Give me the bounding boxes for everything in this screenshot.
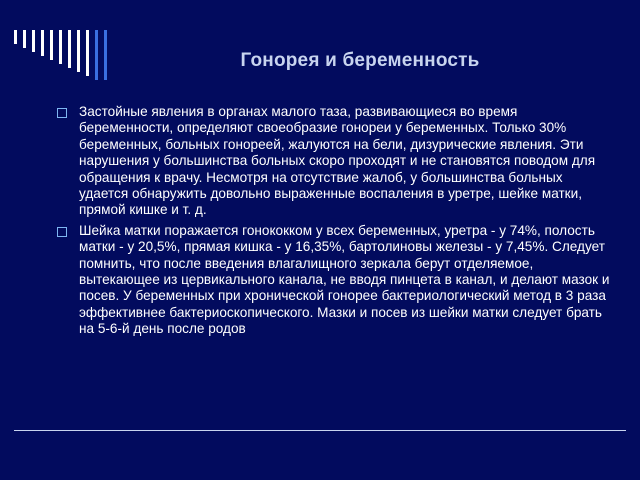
- square-bullet-icon: [57, 227, 67, 237]
- slide-title: Гонорея и беременность: [240, 50, 480, 71]
- stripe-decoration: [59, 30, 62, 64]
- bottom-divider: [14, 430, 626, 431]
- vertical-stripes-decoration: [14, 30, 114, 80]
- bullet-item: [54, 104, 614, 219]
- bullet-item: [54, 223, 614, 338]
- stripe-decoration: [86, 30, 89, 76]
- stripe-decoration: [14, 30, 17, 44]
- stripe-decoration: [77, 30, 80, 72]
- stripe-decoration: [41, 30, 44, 56]
- stripe-decoration: [50, 30, 53, 60]
- bullet-text: Шейка матки поражается гонококком у всех беременных, уретра - у 74%, полость матки - у 20,5%, прямая кишка - у 16,35%, бартолиновы железы - у 7,45%. Следует помнить, что после введения влагалищного зеркала берут отделяемое, вытекающее из цервикального канала, не вводя пинцета в канал, и делают мазок и посев. У беременных при хронической гонорее бактериологический метод в 3 раза эффективнее бактериоскопического. Мазки и посев из шейки матки следует брать на 5-6-й день после родов: [79, 222, 610, 337]
- stripe-decoration: [68, 30, 71, 68]
- square-bullet-icon: [57, 108, 67, 118]
- stripe-decoration: [95, 30, 98, 80]
- stripe-decoration: [32, 30, 35, 52]
- bullet-list: [54, 104, 614, 342]
- bullet-text: Застойные явления в органах малого таза, развивающиеся во время беременности, определяют своеобразие гонореи у беременных. Только 30% беременных, больных гонореей, жалуются на бели, дизурические явления. Эти нарушения у большинства больных скоро проходят и не становятся поводом для обращения к врачу. Несмотря на отсутствие жалоб, у большинства больных удается обнаружить довольно выраженные воспаления в уретре, шейке матки, прямой кишке и т. д.: [79, 104, 596, 218]
- stripe-decoration: [104, 30, 107, 80]
- stripe-decoration: [23, 30, 26, 48]
